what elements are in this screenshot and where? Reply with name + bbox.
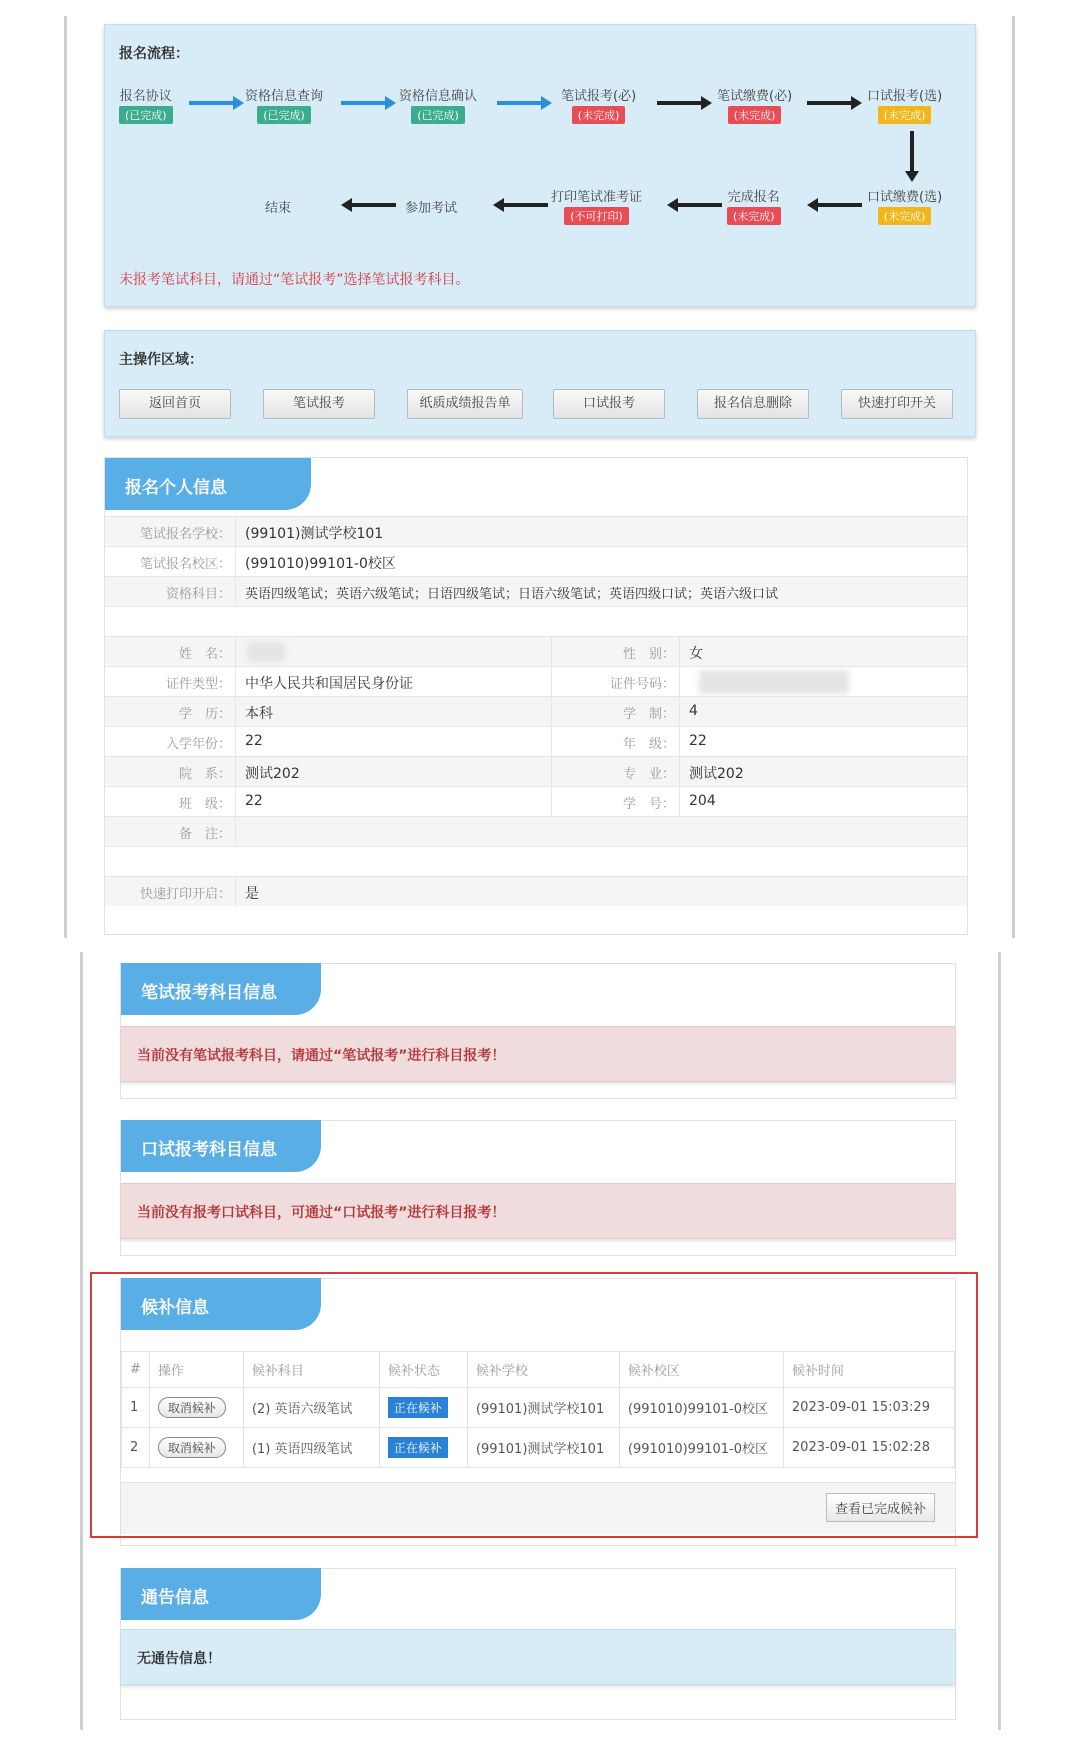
section-title: 笔试报考科目信息	[121, 963, 321, 1015]
info-row	[105, 876, 967, 906]
column-header: 候补科目	[243, 1352, 379, 1388]
field-label: 学 号：	[622, 797, 675, 812]
notice-section	[120, 1568, 956, 1720]
column-header: 候补校区	[619, 1352, 783, 1388]
arrow-down-icon	[904, 131, 920, 183]
step-status: (未完成)	[878, 106, 932, 124]
step-oral-payment	[867, 186, 942, 225]
step-status: (未完成)	[572, 106, 626, 124]
column-header: 候补状态	[379, 1352, 467, 1388]
step-end	[265, 197, 291, 216]
notice-message: 无通告信息！	[121, 1629, 955, 1685]
waitlist-subject: (2) 英语六级笔试	[243, 1388, 379, 1428]
arrow-right-icon	[807, 95, 863, 111]
written-alert: 当前没有笔试报考科目，请通过“笔试报考”进行科目报考！	[121, 1026, 955, 1082]
written-subjects-section	[120, 963, 956, 1099]
arrow-left-icon	[341, 197, 397, 213]
info-row	[105, 696, 967, 726]
step-oral-register	[867, 85, 942, 124]
column-header: 候补学校	[467, 1352, 619, 1388]
arrow-right-icon	[341, 95, 397, 111]
info-row	[105, 786, 967, 816]
step-status: (已完成)	[119, 106, 173, 124]
spacer-row	[105, 846, 967, 876]
home-button[interactable]: 返回首页	[119, 389, 231, 419]
status-badge: 正在候补	[388, 1397, 448, 1418]
step-name: 口试报考(选)	[867, 89, 943, 104]
arrow-right-icon	[657, 95, 713, 111]
info-row	[105, 516, 967, 546]
field-label: 备 注：	[178, 827, 231, 842]
arrow-right-icon	[497, 95, 553, 111]
step-status: (已完成)	[411, 106, 465, 124]
field-label: 学 历：	[178, 707, 231, 722]
registration-flow-panel	[104, 24, 976, 307]
field-value: 女	[689, 646, 703, 662]
field-value: (991010)99101-0校区	[245, 556, 396, 572]
field-label: 姓 名：	[178, 647, 231, 662]
field-label: 年 级：	[622, 737, 675, 752]
right-border-top	[1012, 16, 1015, 938]
field-label: 笔试报名学校：	[139, 527, 231, 542]
field-label: 快速打印开启：	[139, 887, 231, 902]
step-name: 完成报名	[727, 190, 780, 205]
waitlist-time: 2023-09-01 15:02:28	[783, 1428, 954, 1468]
field-value: 22	[245, 733, 263, 749]
step-qualification-query	[245, 85, 323, 124]
flow-title: 报名流程：	[119, 46, 189, 62]
written-register-button[interactable]: 笔试报考	[263, 389, 375, 419]
step-name: 笔试报考(必)	[561, 89, 637, 104]
field-label: 证件类型：	[165, 677, 231, 692]
step-status: (未完成)	[727, 207, 781, 225]
status-badge: 正在候补	[388, 1437, 448, 1458]
section-title: 候补信息	[121, 1278, 321, 1330]
field-value: 是	[245, 886, 259, 902]
field-value: 中华人民共和国居民身份证	[245, 676, 413, 692]
personal-info-section	[104, 457, 968, 935]
column-header: #	[122, 1352, 150, 1388]
waitlist-school: (99101)测试学校101	[467, 1388, 619, 1428]
field-value: (99101)测试学校101	[245, 526, 384, 542]
main-operations-panel	[104, 330, 976, 437]
section-title: 报名个人信息	[105, 458, 311, 510]
field-label: 专 业：	[622, 767, 675, 782]
left-border-bottom	[80, 952, 83, 1730]
highlight-frame	[90, 1272, 978, 1538]
step-written-register	[561, 85, 636, 124]
step-agreement	[119, 85, 173, 124]
field-value: 测试202	[245, 766, 300, 782]
field-label: 院 系：	[178, 767, 231, 782]
info-row	[105, 756, 967, 786]
step-name: 参加考试	[405, 201, 458, 216]
field-value: 4	[689, 703, 698, 719]
paper-report-button[interactable]: 纸质成绩报告单	[407, 389, 523, 419]
field-label: 学 制：	[622, 707, 675, 722]
oral-subjects-section	[120, 1120, 956, 1256]
step-status: (未完成)	[878, 207, 932, 225]
step-status: (未完成)	[728, 106, 782, 124]
column-header: 操作	[149, 1352, 243, 1388]
section-title: 口试报考科目信息	[121, 1120, 321, 1172]
ops-title: 主操作区域：	[119, 352, 203, 368]
field-label: 入学年份：	[165, 737, 231, 752]
field-value: 22	[689, 733, 707, 749]
info-row	[105, 546, 967, 576]
step-written-payment	[717, 85, 792, 124]
delete-registration-button[interactable]: 报名信息删除	[697, 389, 809, 419]
spacer-row	[105, 606, 967, 636]
left-border-top	[64, 16, 67, 938]
info-row	[105, 726, 967, 756]
step-complete	[727, 186, 781, 225]
view-completed-waitlist-button[interactable]: 查看已完成候补	[826, 1493, 935, 1522]
field-label: 性 别：	[622, 647, 675, 662]
column-header: 候补时间	[783, 1352, 954, 1388]
field-value: 测试202	[689, 766, 744, 782]
step-qualification-confirm	[399, 85, 477, 124]
field-value: 英语四级笔试；英语六级笔试；日语四级笔试；日语六级笔试；英语四级口试；英语六级口试	[245, 587, 779, 602]
right-border-bottom	[998, 952, 1001, 1730]
step-take-exam	[405, 197, 457, 216]
section-title: 通告信息	[121, 1568, 321, 1620]
info-row	[105, 816, 967, 846]
waitlist-time: 2023-09-01 15:03:29	[783, 1388, 954, 1428]
flow-warning: 未报考笔试科目，请通过“笔试报考”选择笔试报考科目。	[119, 272, 470, 288]
waitlist-campus: (991010)99101-0校区	[619, 1428, 783, 1468]
name-redacted	[247, 642, 285, 662]
step-name: 资格信息确认	[399, 89, 478, 104]
info-row	[105, 576, 967, 606]
info-row	[105, 666, 967, 696]
field-label: 资格科目：	[165, 587, 231, 602]
row-number: 2	[122, 1428, 150, 1468]
field-label: 证件号码：	[609, 677, 675, 692]
step-name: 资格信息查询	[245, 89, 324, 104]
step-status: (已完成)	[257, 106, 311, 124]
arrow-left-icon	[807, 197, 863, 213]
info-row	[105, 636, 967, 666]
waitlist-school: (99101)测试学校101	[467, 1428, 619, 1468]
step-name: 笔试缴费(必)	[717, 89, 793, 104]
step-print-admission	[551, 186, 642, 225]
field-label: 班 级：	[178, 797, 231, 812]
step-name: 打印笔试准考证	[551, 190, 643, 205]
oral-alert: 当前没有报考口试科目，可通过“口试报考”进行科目报考！	[121, 1183, 955, 1239]
field-label: 笔试报名校区：	[139, 557, 231, 572]
field-value: 22	[245, 793, 263, 809]
quick-print-toggle-button[interactable]: 快速打印开关	[841, 389, 953, 419]
waitlist-subject: (1) 英语四级笔试	[243, 1428, 379, 1468]
step-name: 口试缴费(选)	[867, 190, 943, 205]
cancel-waitlist-button[interactable]: 取消候补	[158, 1437, 226, 1458]
field-value: 本科	[245, 706, 273, 722]
arrow-left-icon	[493, 197, 549, 213]
field-value: 204	[689, 793, 716, 809]
step-name: 报名协议	[119, 89, 172, 104]
arrow-right-icon	[189, 95, 245, 111]
step-name: 结束	[265, 201, 292, 216]
step-status: (不可打印)	[564, 207, 629, 225]
row-number: 1	[122, 1388, 150, 1428]
arrow-left-icon	[667, 197, 723, 213]
oral-register-button[interactable]: 口试报考	[553, 389, 665, 419]
waitlist-campus: (991010)99101-0校区	[619, 1388, 783, 1428]
cancel-waitlist-button[interactable]: 取消候补	[158, 1397, 226, 1418]
id-number-redacted	[699, 670, 849, 694]
